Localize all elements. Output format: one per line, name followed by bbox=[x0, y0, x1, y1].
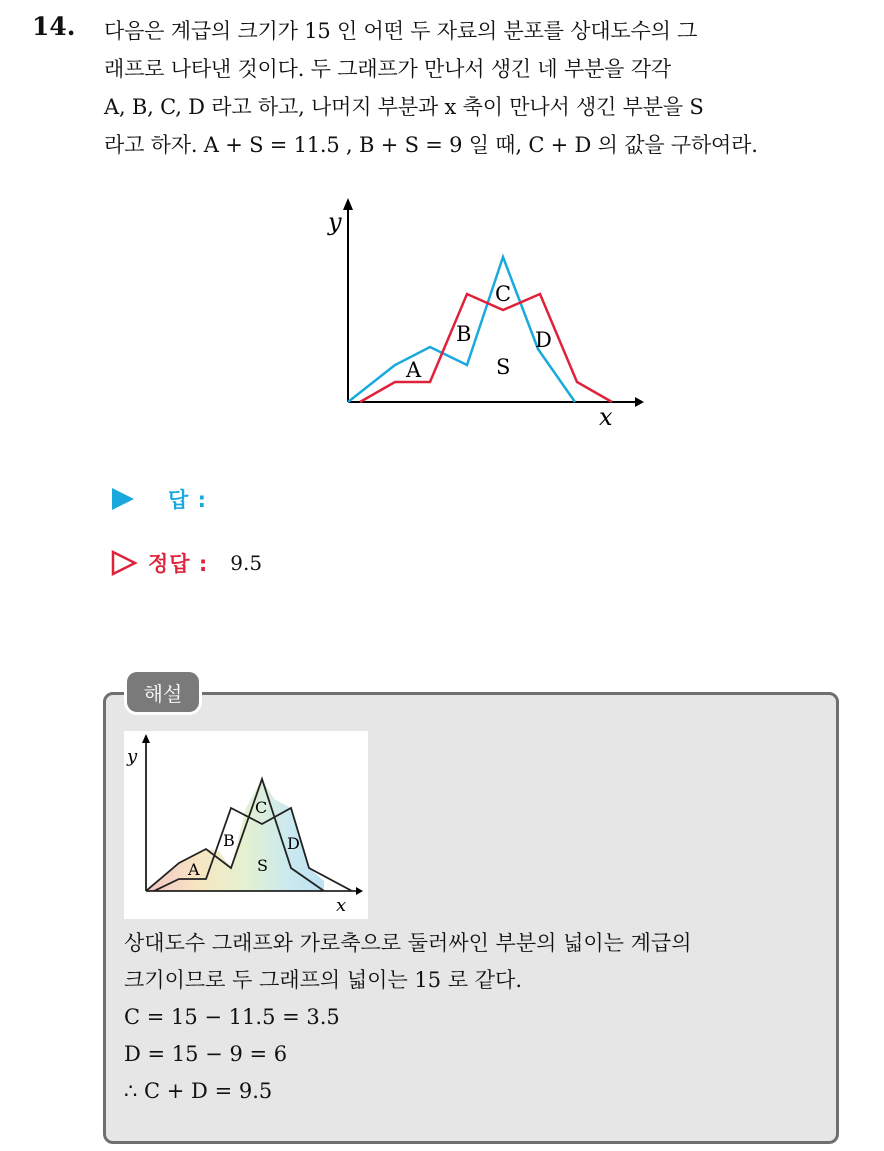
question-line-1: 다음은 계급의 크기가 15 인 어떤 두 자료의 분포를 상대도수의 그 bbox=[104, 19, 698, 43]
y-axis-label: y bbox=[328, 208, 342, 236]
question-line-3: A, B, C, D 라고 하고, 나머지 부분과 x 축이 만나서 생긴 부분을 S bbox=[104, 95, 704, 119]
question-number: 14. bbox=[32, 12, 76, 41]
x-axis-label: x bbox=[599, 403, 613, 431]
solution-line-4: D = 15 − 9 = 6 bbox=[124, 1042, 288, 1066]
region-label-c: C bbox=[495, 282, 512, 306]
region-label-s: S bbox=[496, 355, 511, 379]
answer-row bbox=[110, 484, 207, 514]
y-axis-arrow bbox=[343, 198, 353, 210]
outline-play-icon bbox=[110, 549, 138, 577]
solution-region-b: B bbox=[223, 831, 235, 850]
correct-answer-label: 정답 : bbox=[148, 552, 209, 576]
relative-frequency-graph bbox=[320, 192, 650, 437]
solution-graph bbox=[124, 731, 368, 919]
region-label-d: D bbox=[535, 328, 552, 352]
solution-line-2: 크기이므로 두 그래프의 넓이는 15 로 같다. bbox=[124, 968, 523, 992]
solution-y-label: y bbox=[127, 746, 138, 767]
solution-y-axis-arrow bbox=[142, 734, 150, 743]
solution-line-1: 상대도수 그래프와 가로축으로 둘러싸인 부분의 넓이는 계급의 bbox=[124, 931, 692, 955]
solution-x-axis-arrow bbox=[356, 887, 363, 895]
solution-tab: 해설 bbox=[127, 672, 199, 712]
question-line-2: 래프로 나타낸 것이다. 두 그래프가 만나서 생긴 네 부분을 각각 bbox=[104, 57, 671, 81]
solution-line-5: ∴ C + D = 9.5 bbox=[124, 1079, 273, 1103]
solution-region-c: C bbox=[255, 798, 268, 817]
correct-answer-value: 9.5 bbox=[230, 551, 263, 575]
solution-region-a: A bbox=[188, 860, 200, 879]
solution-x-label: x bbox=[336, 895, 347, 916]
correct-answer-row bbox=[110, 548, 262, 578]
region-label-b: B bbox=[456, 322, 472, 346]
question-line-4: 라고 하자. A + S = 11.5 , B + S = 9 일 때, C + D 의 값을 구하여라. bbox=[104, 133, 758, 157]
answer-label: 답 : bbox=[168, 488, 207, 512]
solution-line-3: C = 15 − 11.5 = 3.5 bbox=[124, 1005, 340, 1029]
solution-region-s: S bbox=[257, 856, 268, 875]
region-label-a: A bbox=[406, 358, 422, 382]
x-axis-arrow bbox=[635, 397, 644, 407]
solution-region-d: D bbox=[287, 834, 300, 853]
solution-text bbox=[124, 925, 824, 1110]
play-icon bbox=[110, 486, 136, 512]
question-text bbox=[104, 12, 864, 164]
